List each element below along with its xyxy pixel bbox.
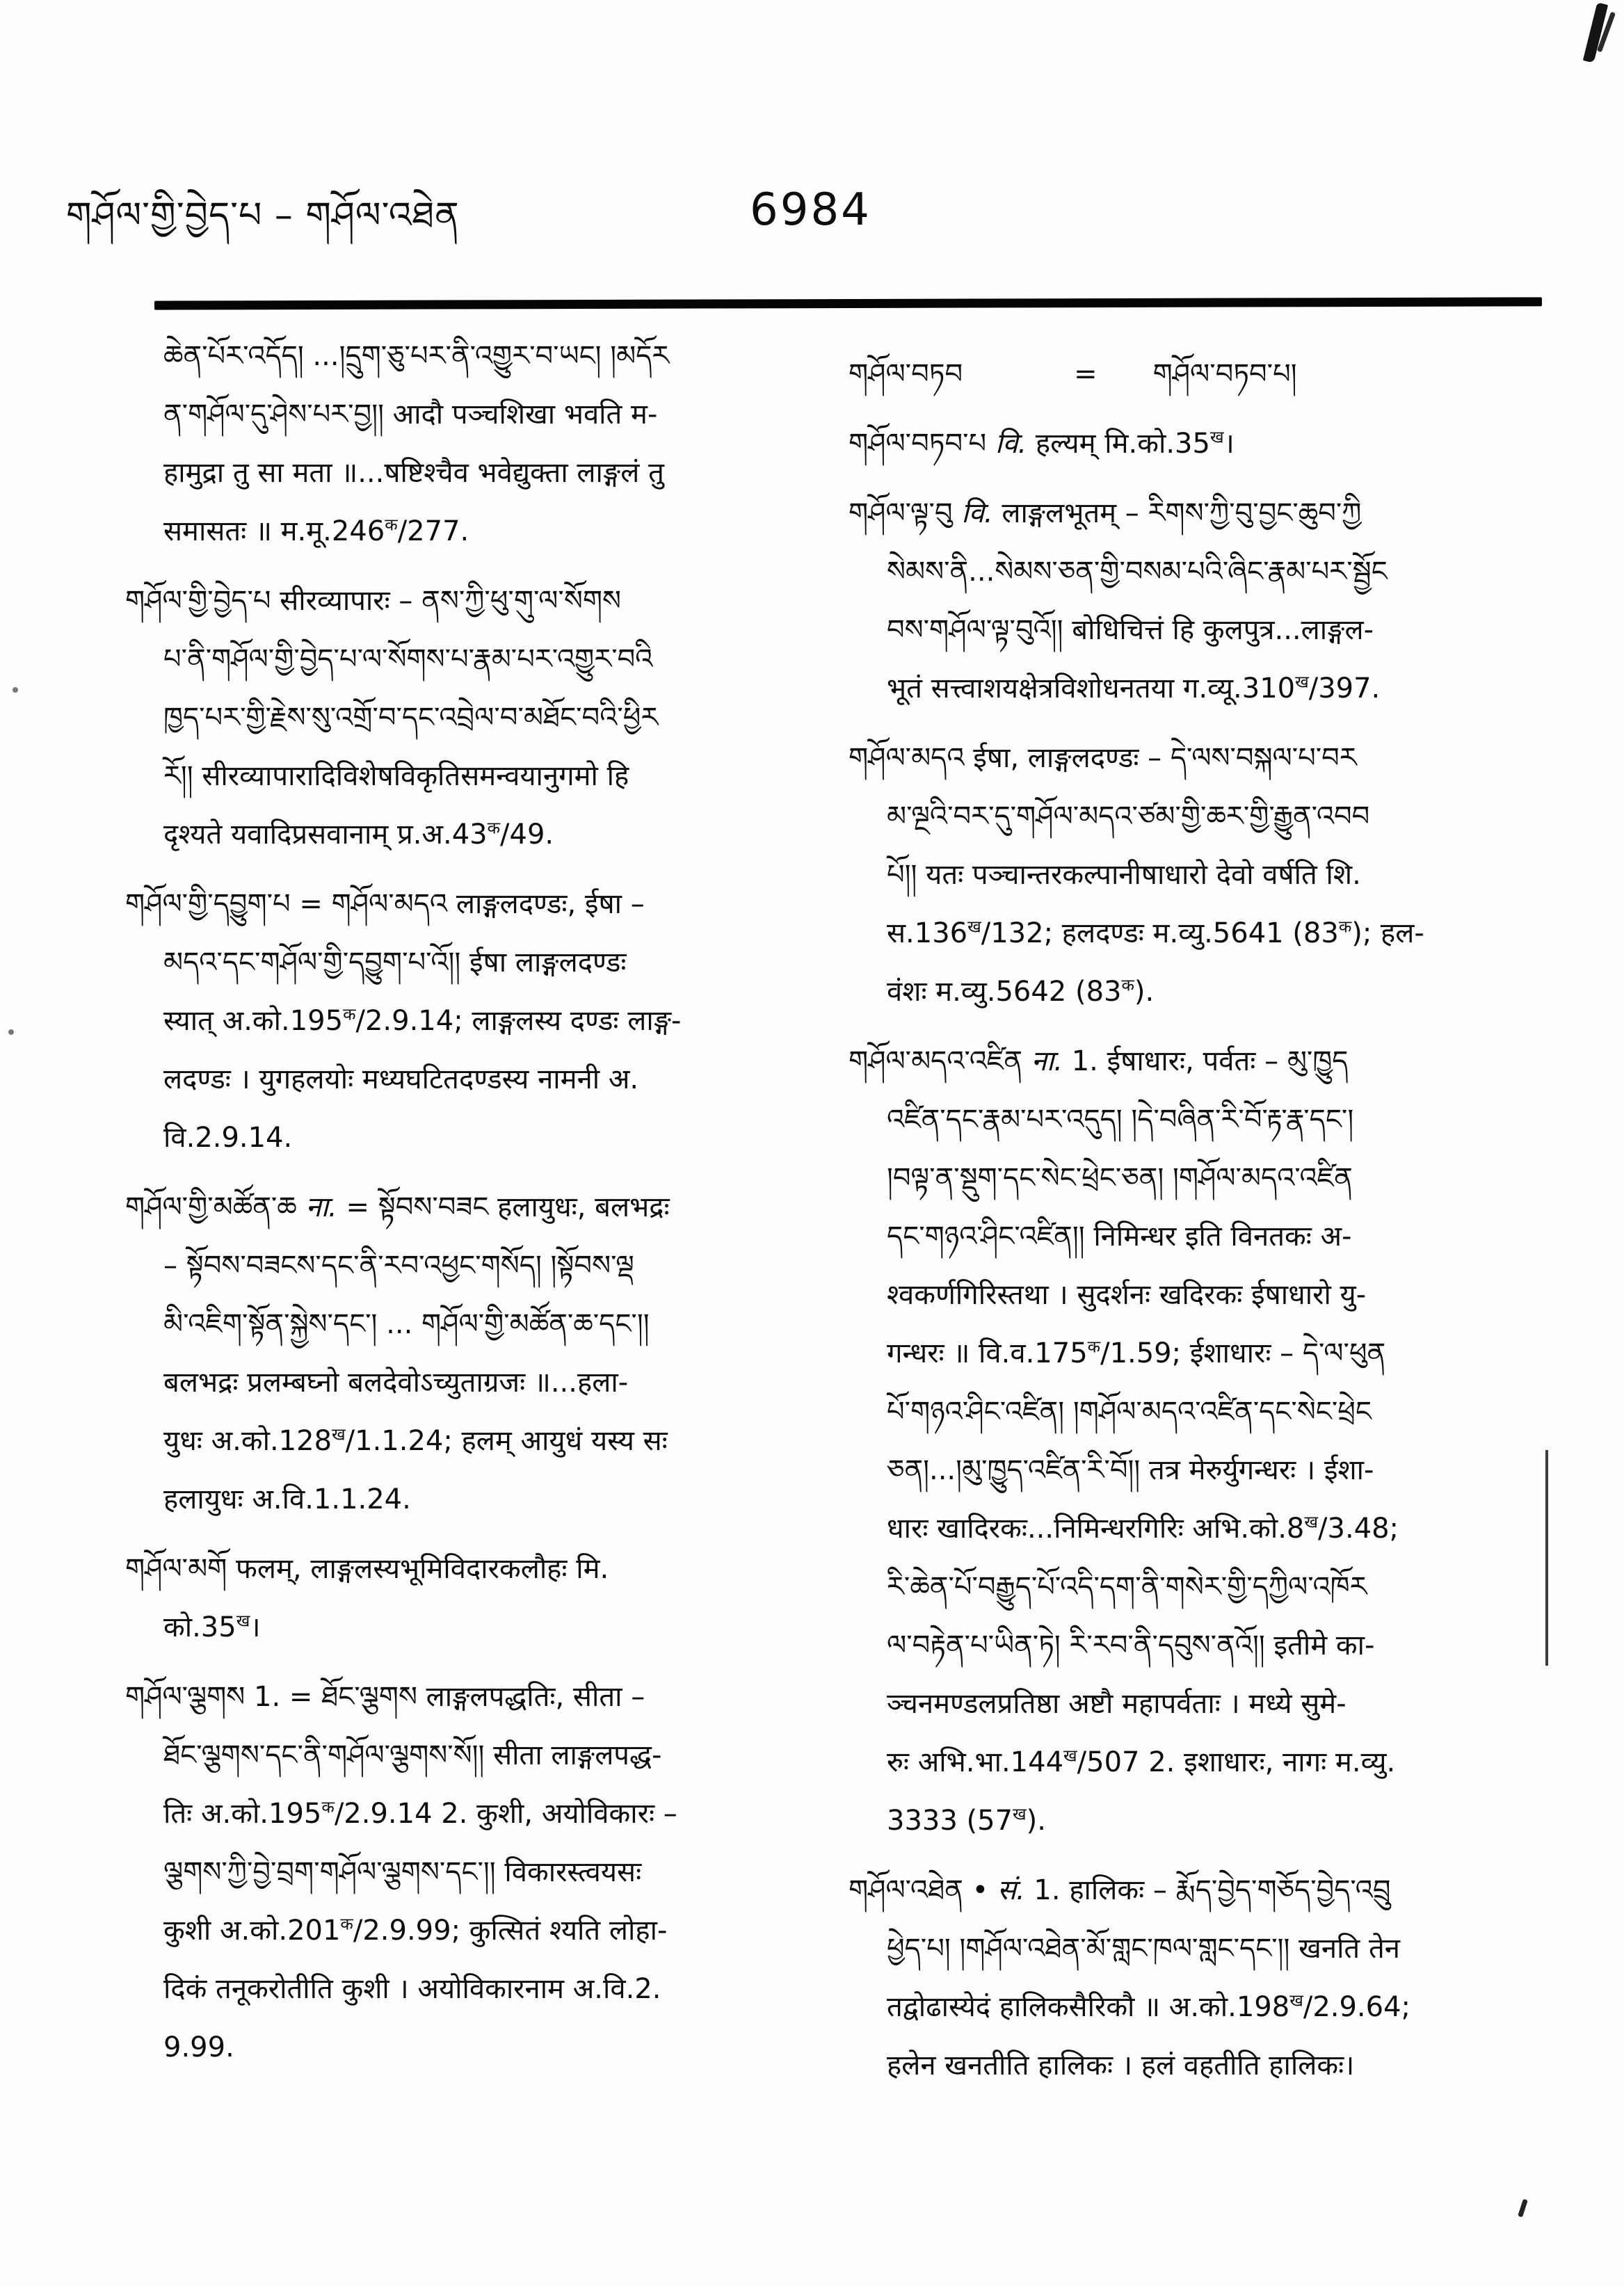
entry-headword-line: གཤོལ་བཏབ = གཤོལ་བཏབ་པ། (849, 358, 1297, 390)
entry-line: ञ्चनमण्डलप्रतिष्ठा अष्टौ महापर्वताः । मध्ये सुमे- (887, 1688, 1346, 1720)
text-columns (125, 327, 1547, 2095)
entry-line: समासतः ॥ $म.मू.246^क/277$. (163, 515, 469, 547)
scan-artifact-margin-line (1545, 1450, 1548, 1666)
page-number: 6984 (750, 184, 871, 236)
entry-line: हलायुधः अ.वि.1.1.24. (163, 1483, 411, 1515)
entry-line: वि.2.9.14. (163, 1122, 293, 1154)
entry-line: ཅན།...།མུ་ཁྱུད་འཛིན་རི་བོ།། तत्र मेरुर्युगन्धरः । ईशा- (887, 1454, 1374, 1486)
entry-line: ན་གཤོལ་དུ་ཤེས་པར་བྱ།། आदौ पञ्चशिखा भवति म- (163, 399, 658, 430)
running-head-tibetan: གཤོལ་གྱི་བྱེད་པ – གཤོལ་འཐེན (66, 195, 460, 236)
entry-headword-line: གཤོལ་གྱི་དབྱུག་པ = གཤོལ་མདའ लाङ्गलदण्डः, ईषा – (125, 888, 645, 920)
entry-line: दिकं तनूकरोतीति कुशी । अयोविकारनाम अ.वि.2. (163, 1973, 661, 2005)
entry-headword-line: གཤོལ་མདའ ईषा, लाङ्गलदण्डः – དེ་ལས་བསྐལ་པ་བར (849, 742, 1357, 774)
entry-line: ཐོང་ལྕགས་དང་ནི་གཤོལ་ལྕགས་སོ།། सीता लाङ्गलपद्ध- (163, 1739, 662, 1771)
entry-line: गन्धरः ॥ $वि.व.175^क/1.59$; ईशाधारः – དེ་ལ་ཕུན (887, 1337, 1386, 1369)
entry-line: པོ་གཉའ་ཤིང་འཛིན། །གཤོལ་མདའ་འཛིན་དང་སེང་ཕྲེང (887, 1396, 1372, 1428)
entry-line: རོ།། सीरव्यापारादिविशेषविकृतिसमन्वयानुगमो हि (163, 760, 629, 792)
dict-entry (849, 414, 1547, 473)
dict-entry (125, 1540, 782, 1657)
entry-line: $स.136^ख/132$; हलदण्डः म.व्यु.5641 $(83^क)$; हल- (887, 917, 1424, 949)
entry-line: ཁྱད་པར་གྱི་རྗེས་སུ་འགྲོ་བ་དང་འབྲེལ་བ་མཐོང་བའི་ཕྱིར (163, 702, 659, 734)
header-rule (154, 297, 1542, 309)
entry-line: हलेन खनतीति हालिकः । हलं वहतीति हालिकः। (887, 2050, 1355, 2082)
entry-line: བས་གཤོལ་ལྟ་བུའོ།། बोधिचित्तं हि कुलपुत्र...लाङ्गल- (887, 614, 1374, 646)
entry-line: འཛིན་དང་རྣམ་པར་འདུད། །དེ་བཞིན་རི་བོ་རྟ་རྣ་དང་། (887, 1104, 1354, 1136)
entry-headword-line: གཤོལ་ལྕགས 1. = ཐོང་ལྕགས लाङ्गलपद्धतिः, सीता – (125, 1681, 645, 1713)
entry-line: तद्वोढास्येदं हालिकसैरिकौ ॥ $अ.को.198^ख/2.9.64$; (887, 1990, 1411, 2023)
entry-headword-line: གཤོལ་མདའ་འཛིན ना. 1. ईषाधारः, पर्वतः – མུ་ཁྱུད (849, 1045, 1349, 1077)
entry-line: रुः $अभि.भा.144^ख/507$ 2. इशाधारः, नागः म.व्यु. (887, 1746, 1396, 1778)
entry-line: རི་ཆེན་པོ་བརྒྱུད་པོ་འདི་དག་ནི་གསེར་གྱི་དཀྱིལ་འཁོར (887, 1571, 1367, 1603)
entry-line: པོ།། यतः पञ्चान्तरकल्पानीषाधारो देवो वर्षति शि. (887, 859, 1361, 891)
entry-line: कुशी $अ.को.201^क/2.9.99$; कुत्सितं श्यति लोहा- (163, 1914, 668, 1947)
entry-line: – སྟོབས་བཟངས་དང་ནི་རབ་འཕྱང་གསོད། །སྟོབས་ལྡ (163, 1250, 634, 1282)
entry-line: ལྕགས་ཀྱི་བྱེ་བྲག་གཤོལ་ལྕགས་དང་།། विकारस्त्वयसः (163, 1856, 642, 1888)
entry-line: ལ་བརྟེན་པ་ཡིན་ཏེ། རི་རབ་ནི་དབུས་ནའོ།། इतीमे का- (887, 1629, 1375, 1661)
entry-line: ཆེན་པོར་འདོད། ...།དྲུག་ཅུ་པར་ནི་འགྱུར་བ་ཡང། །མདོར (163, 340, 670, 372)
entry-line: स्यात् $अ.को.195^क/2.9.14$; लाङ्गलस्य दण्डः लाङ्ग- (163, 1004, 682, 1037)
entry-line: युधः $अ.को.128^ख/1.1.24$; हलम् आयुधं यस्य सः (163, 1424, 668, 1457)
entry-line: མདའ་དང་གཤོལ་གྱི་དབྱུག་པ་འོ།། ईषा लाङ्गलदण्डः (163, 947, 627, 979)
entry-line: མ་ལྔའི་བར་དུ་གཤོལ་མདའ་ཙམ་གྱི་ཆར་གྱི་རྒྱུན་འབབ (887, 800, 1370, 832)
entry-line: དང་གཉའ་ཤིང་འཛིན།། निमिन्धर इति विनतकः अ- (887, 1221, 1352, 1253)
dict-entry (849, 1861, 1547, 2095)
dict-entry (125, 1668, 782, 2077)
scan-artifact-bottom-tick (1518, 2199, 1528, 2218)
entry-headword-line: གཤོལ་གྱི་མཚོན་ཆ ना. = སྟོབས་བཟང हलायुधः, बलभद्रः (125, 1191, 670, 1223)
entry-line: हामुद्रा तु सा मता ॥...षष्टिश्चैव भवेद्युक्ता लाङ्गलं तु (163, 457, 664, 489)
scan-artifact-dot (8, 1029, 14, 1035)
dict-entry (849, 345, 1547, 403)
dict-entry (125, 1178, 782, 1529)
entry-line: མི་འཇིག་སྟོན་སྐྱེས་དང་། ... གཤོལ་གྱི་མཚོན་ཆ་དང་།། (163, 1308, 650, 1340)
entry-line: श्वकर्णगिरिस्तथा । सुदर्शनः खदिरकः ईषाधारो यु- (887, 1279, 1367, 1311)
entry-line: दृश्यते यवादिप्रसवानाम् $प्र.अ.43^क/49$. (163, 818, 554, 851)
entry-line: वंशः म.व्यु.5642 $(83^क)$. (887, 975, 1155, 1008)
entry-headword-line: གཤོལ་གྱི་བྱེད་པ सीरव्यापारः – ནས་ཀྱི་ཕུ་གུ་ལ་སོགས (125, 585, 621, 617)
entry-line: 9.99. (163, 2031, 234, 2063)
entry-line: भूतं सत्त्वाशयक्षेत्रविशोधनतया $ग.व्यू.310^ख/397$. (887, 672, 1381, 705)
column-left (125, 327, 782, 2095)
dict-entry (125, 875, 782, 1167)
entry-line: बलभद्रः प्रलम्बघ्नो बलदेवोऽच्युताग्रजः ॥...हला- (163, 1367, 629, 1399)
entry-headword-line: གཤོལ་ལྟ་བུ वि. लाङ्गलभूतम् – རིགས་ཀྱི་བུ་བྱང་ཆུབ་ཀྱི (849, 497, 1362, 529)
entry-headword-line: གཤོལ་བཏབ་པ वि. हल्यम् $मि.को.35^ख।$ (849, 427, 1235, 460)
entry-line: །བལྟ་ན་སྡུག་དང་སེང་ཕྲེང་ཅན། །གཤོལ་མདའ་འཛིན (887, 1162, 1353, 1194)
entry-line: $को.35^ख।$ (163, 1611, 261, 1643)
entry-line: लदण्डः । युगहलयोः मध्यघटितदण्डस्य नामनी अ. (163, 1063, 639, 1095)
dict-entry (125, 572, 782, 864)
entry-headword-line: གཤོལ་འཐེན • सं. 1. हालिकः – རྨོད་བྱེད་གཅོད་བྱེད་འབྲུ (849, 1874, 1391, 1906)
entry-line: 3333 $(57^ख)$. (887, 1804, 1046, 1837)
entry-headword-line: གཤོལ་མགོ फलम्, लाङ्गलस्यभूमिविदारकलौहः मि. (125, 1553, 609, 1585)
dict-entry (849, 729, 1547, 1021)
entry-line: པ་ནི་གཤོལ་གྱི་བྱེད་པ་ལ་སོགས་པ་རྣམ་པར་འགྱུར་བའི (163, 643, 653, 675)
scan-artifact-dot (13, 687, 18, 693)
dict-entry (849, 484, 1547, 718)
column-right (849, 327, 1547, 2095)
entry-line: ཕྱེད་པ། །གཤོལ་འཐེན་མོ་གླང་ཁལ་གླང་དང་།། खनति तेन (887, 1933, 1400, 1965)
entry-line: धारः खादिरकः...निमिन्धरगिरिः $अभि.को.8^ख/3.48$; (887, 1512, 1399, 1545)
dict-entry (125, 327, 782, 561)
entry-line: तिः $अ.को.195^क/2.9.14$ 2. कुशी, अयोविकारः – (163, 1797, 677, 1830)
dict-entry (849, 1032, 1547, 1850)
entry-line: སེམས་ནི...སེམས་ཅན་གྱི་བསམ་པའི་ཞིང་རྣམ་པར་སྦྱོང (887, 556, 1388, 588)
